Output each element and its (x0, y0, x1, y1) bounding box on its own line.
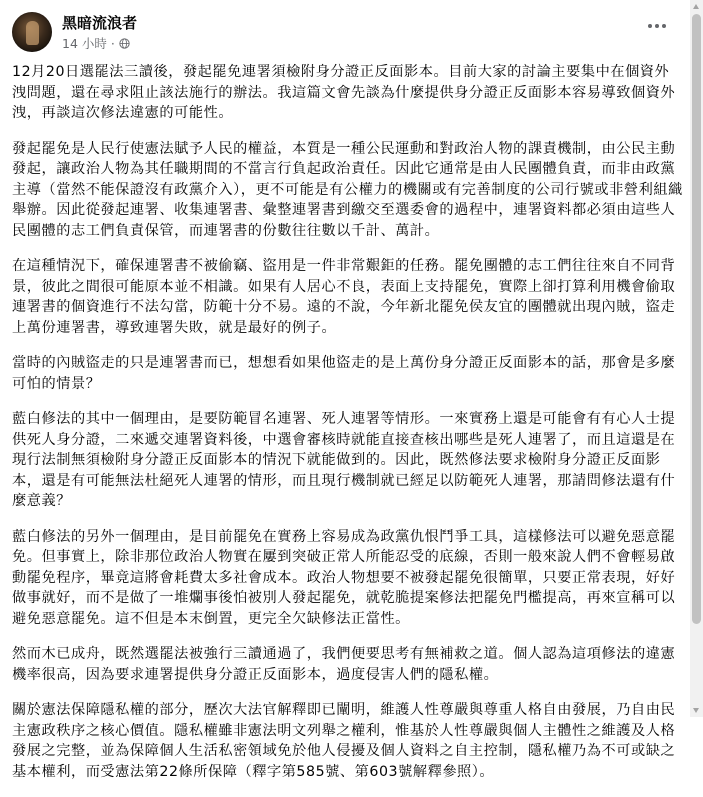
post-body (12, 62, 684, 797)
more-options-icon[interactable] (642, 16, 672, 36)
post-paragraph: 在這種情況下，確保連署書不被偷竊、盜用是一件非常艱鉅的任務。罷免團體的志工們往往來自不同背景，彼此之間很可能原本並不相識。如果有人居心不良，表面上支持罷免，實際上卻打算利用機會偷取連署書的個資進行不法勾當，防範十分不易。遠的不說，今年新北罷免侯友宜的團體就出現內賊，盜走上萬份連署書，導致連署失敗，就是最好的例子。 (12, 258, 676, 336)
post-paragraph: 發起罷免是人民行使憲法賦予人民的權益，本質是一種公民運動和對政治人物的課責機制，由公民主動發起，讓政治人物為其任職期間的不當言行負起政治責任。因此它通常是由人民團體負責，而非由政黨主導（當然不能保證沒有政黨介入），更不可能是有公權力的機關或有完善制度的公司行號或非營利組織舉辦。因此從發起連署、收集連署書、彙整連署書到繳交至選委會的過程中，連署資料都必須由這些人民團體的志工們負責保管，而連署書的份數往往數以千計、萬計。 (12, 140, 683, 239)
post-header (12, 10, 672, 54)
avatar-figure (26, 21, 39, 45)
scroll-up-arrow-icon[interactable] (693, 4, 699, 9)
post-paragraph: 關於憲法保障隱私權的部分，歷次大法官解釋即已闡明，維護人性尊嚴與尊重人格自由發展，乃自由民主憲政秩序之核心價值。隱私權雖非憲法明文列舉之權利，惟基於人性尊嚴與個人主體性之維護及人格發展之完整，並為保障個人生活私密領域免於他人侵擾及個人資料之自主控制，隱私權乃為不可或缺之基本權利，而受憲法第22條所保障（釋字第585號、第603號解釋參照）。 (12, 702, 676, 780)
post-timestamp[interactable]: 14 小時 (62, 36, 107, 51)
post-paragraph: 藍白修法的另外一個理由，是目前罷免在實務上容易成為政黨仇恨鬥爭工具，這樣修法可以避免惡意罷免。但事實上，除非那位政治人物實在屢到突破正常人所能忍受的底線，否則一般來說人們不會輕易啟動罷免程序，畢竟這將會耗費太多社會成本。政治人物想要不被發起罷免很簡單，只要正常表現，好好做事就好，而不是做了一堆爛事後怕被別人發起罷免，就乾脆提案修法把罷免門檻提高，再來宣稱可以避免惡意罷免。這不但是本末倒置，更完全欠缺修法正當性。 (12, 528, 676, 627)
meta-separator: · (110, 35, 115, 51)
post-meta (62, 34, 130, 52)
globe-icon[interactable] (119, 38, 130, 49)
scroll-down-arrow-icon[interactable] (693, 708, 699, 713)
post-paragraph: 藍白修法的其中一個理由，是要防範冒名連署、死人連署等情形。一來實務上還是可能會有有心人士提供死人身分證，二來遞交連署資料後，中選會審核時就能直接查核出哪些是死人連署了，而且這還是在現行法制無須檢附身分證正反面影本的情況下就能做到的。因此，既然修法要求檢附身分證正反面影本，還是有可能無法杜絕死人連署的情形，而且現行機制就已經足以防範死人連署，那請問修法還有什麼意義？ (12, 411, 676, 509)
author-name[interactable]: 黑暗流浪者 (62, 14, 138, 32)
vertical-scrollbar[interactable] (690, 0, 703, 717)
post-paragraph: 當時的內賊盜走的只是連署書而已，想想看如果他盜走的是上萬份身分證正反面影本的話，那會是多麼可怕的情景？ (12, 355, 676, 392)
scrollbar-thumb[interactable] (692, 14, 701, 624)
post-paragraph: 然而木已成舟，既然選罷法被強行三讀通過了，我們便要思考有無補救之道。個人認為這項修法的違憲機率很高，因為要求連署提供身分證正反面影本，過度侵害人們的隱私權。 (12, 646, 676, 683)
author-avatar[interactable] (12, 12, 52, 52)
post-paragraph: 12月20日選罷法三讀後，發起罷免連署須檢附身分證正反面影本。目前大家的討論主要集中在個資外洩問題，還在尋求阻止該法施行的辦法。我這篇文會先談為什麼提供身分證正反面影本容易導致個資外洩，再談這次修法違憲的可能性。 (12, 64, 676, 121)
